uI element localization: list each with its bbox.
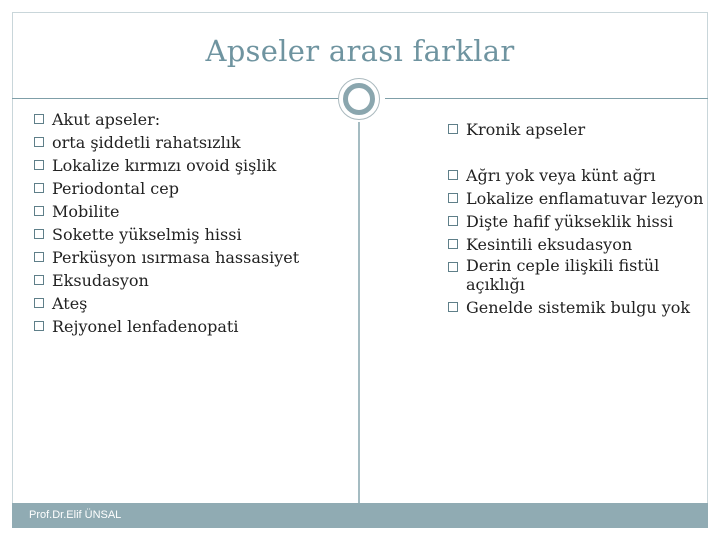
list-item: Kesintili eksudasyon (446, 233, 703, 256)
square-bullet-icon (34, 229, 44, 239)
square-bullet-icon (34, 137, 44, 147)
square-bullet-icon (448, 262, 458, 272)
footer-bar (12, 503, 708, 528)
list-item: Lokalize enflamatuvar lezyon (446, 187, 703, 210)
square-bullet-icon (34, 275, 44, 285)
square-bullet-icon (448, 193, 458, 203)
list-item: Ağrı yok veya künt ağrı (446, 164, 703, 187)
list-item: Kronik apseler (446, 118, 703, 141)
title-divider-right (385, 98, 708, 99)
slide-title: Apseler arası farklar (205, 34, 515, 68)
square-bullet-icon (34, 183, 44, 193)
square-bullet-icon (448, 239, 458, 249)
list-spacer (446, 141, 703, 164)
list-item: Rejyonel lenfadenopati (32, 315, 299, 338)
square-bullet-icon (448, 170, 458, 180)
square-bullet-icon (34, 321, 44, 331)
square-bullet-icon (448, 124, 458, 134)
list-item: Eksudasyon (32, 269, 299, 292)
list-item: Perküsyon ısırmasa hassasiyet (32, 246, 299, 269)
square-bullet-icon (448, 216, 458, 226)
column-divider (358, 122, 360, 503)
list-item: Periodontal cep (32, 177, 299, 200)
square-bullet-icon (34, 298, 44, 308)
square-bullet-icon (448, 302, 458, 312)
list-item: Mobilite (32, 200, 299, 223)
square-bullet-icon (34, 206, 44, 216)
list-item: orta şiddetli rahatsızlık (32, 131, 299, 154)
list-item: Sokette yükselmiş hissi (32, 223, 299, 246)
list-item: Ateş (32, 292, 299, 315)
list-item: Dişte hafif yükseklik hissi (446, 210, 703, 233)
chronic-abscess-list (446, 118, 703, 319)
title-divider-left (12, 98, 345, 99)
list-item: Derin ceple ilişkili fistül açıklığı (446, 256, 696, 296)
footer-author: Prof.Dr.Elif ÜNSAL (29, 509, 122, 521)
square-bullet-icon (34, 160, 44, 170)
acute-abscess-list (32, 108, 299, 338)
divider-circle-ornament (338, 78, 380, 120)
list-item: Lokalize kırmızı ovoid şişlik (32, 154, 299, 177)
square-bullet-icon (34, 252, 44, 262)
square-bullet-icon (34, 114, 44, 124)
list-item: Akut apseler: (32, 108, 299, 131)
list-item: Genelde sistemik bulgu yok (446, 296, 703, 319)
